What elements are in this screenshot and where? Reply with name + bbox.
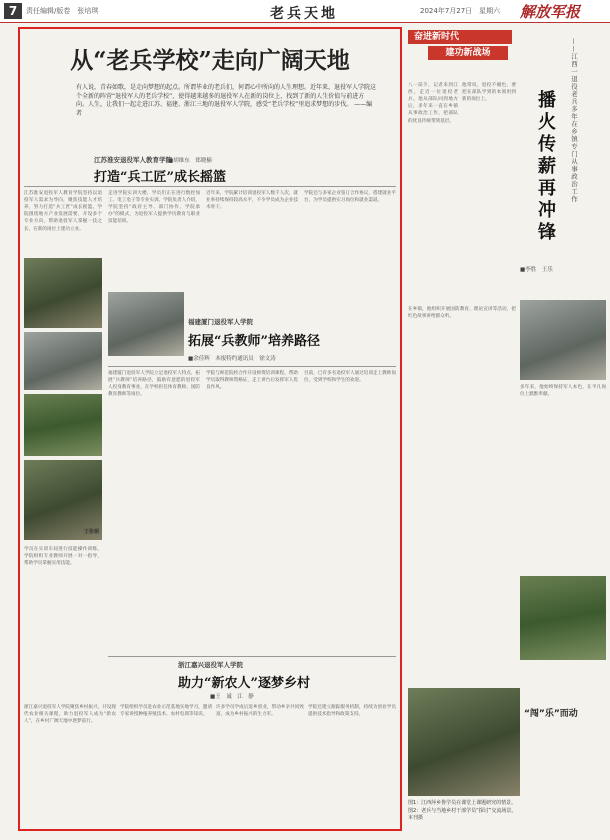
section-1-logo: 江苏淮安退役军人教育学院 — [94, 156, 172, 164]
section-1-byline: ■胡维东 郑晓楠 — [168, 158, 212, 164]
page-number: 7 — [4, 3, 22, 19]
divider — [108, 366, 396, 367]
divider — [24, 186, 396, 187]
body-column: 浙江嘉兴退役军人学院聚焦乡村振兴，开设现代农业相关课程，助力退役军人成为“新农人”，在乡村广阔天地中逐梦前行。 — [24, 705, 116, 725]
lead-byline: ——编 者 — [76, 101, 379, 118]
page-header — [0, 0, 610, 23]
divider — [108, 656, 396, 657]
image-caption: “闯”乐”而动 — [524, 709, 578, 719]
body-column: 在乡镇，他组织开展国防教育、理论宣讲等活动，把红色故事讲给群众听。 — [408, 307, 516, 320]
feature-photo-1 — [520, 300, 606, 380]
body-column: 走进学院实训大楼，学员们正在进行数控加工、电工电子等专业实训。学院负责人介绍，学院坚持“政府主导、部门协作、学院承办”的模式，为退役军人提供学历教育与职业技能培训。 — [108, 191, 200, 225]
column-tag-top: 奋进新时代 — [408, 30, 512, 44]
caption-2: 图2：老兵与当地乡村干部学员“探讨”交流场景。 — [408, 807, 517, 814]
caption-1: 图1：江西萍乡鲁学员在课堂上课题研究的情景。 — [408, 800, 517, 806]
section-1-photo-3 — [24, 394, 102, 456]
section-2-title: 拓展“兵教师”培养路径 — [188, 334, 320, 349]
body-column: 目前，已有多名退役军人通过培训走上教师岗位，受到学校和学生的欢迎。 — [304, 371, 396, 384]
feature-byline: ■李胜 王乐 — [520, 267, 553, 273]
body-column: 福建厦门退役军人学院立足退役军人特点，拓展“兵教师”培养路径，鼓励有意愿的退役军人投身教育事业，在学校担任体育教师、国防教育教师等岗位。 — [108, 371, 200, 398]
section-2-logo: 福建厦门退役军人学院 — [188, 318, 253, 326]
body-column: 八一前夕，记者来到江西，走近一位退役老兵。他从部队回到地方后，多年来一直在乡镇从事政治工作，把部队的优良传统带到基层。 — [408, 83, 458, 124]
body-column: 他常说，退役不褪色，要把在部队学到的本领用到新的岗位上。 — [462, 83, 516, 103]
main-headline: 从“老兵学校”走向广阔天地 — [70, 47, 350, 74]
body-column: 近年来，学院累计培训退役军人数千人次，就业率持续保持较高水平，不少学员成为企业技术骨干。 — [206, 191, 298, 211]
body-column: 许多学员学成后返乡创业，带动乡亲共同致富，成为乡村振兴的生力军。 — [216, 705, 304, 718]
lead-text: 有人说，青春如歌，是走向梦想的起点。所谓毕业的老兵们，何谓心中所向的人生理想。近年来，退役军人学院这个全新的阵营“退役军人的老兵学校”，使得越来越多的退役军人在新的岗位上，找到了新的人生价值与前进方向。人生，让我们一起走进江苏、福建、浙江三地的退役军人学院，感受“老兵学校”里追求梦想的步伐。 — [76, 84, 377, 109]
column-tag — [408, 30, 512, 80]
feature-title: 播火传薪再冲锋 — [535, 90, 556, 244]
section-1-photo-2 — [24, 332, 102, 390]
lead-paragraph — [76, 84, 379, 119]
body-column: 学院还建立跟踪服务机制，持续为创业学员提供技术指导和政策支持。 — [308, 705, 396, 718]
photo-credits: 本刊摄 — [408, 815, 424, 821]
masthead-logo: 解放军报 — [520, 3, 581, 21]
section-3-title: 助力“新农人”逐梦乡村 — [178, 676, 310, 691]
body-column: 学院与师范院校合作开设师资培训课程，帮助学员取得教师资格证，走上讲台后发挥军人优良作风。 — [206, 371, 298, 391]
editors-line: 责任编辑/版卷 张培琪 — [26, 7, 99, 15]
body-column: 江苏淮安退役军人教育学院坚持以退役军人需求为导向，聚焦技能人才培养，努力打造“兵工匠”成长摇篮。学院围绕地方产业发展需要，开设多个专业方向，帮助退役军人掌握一技之长，在新的岗位上建功立业。 — [24, 191, 102, 232]
feature-subtitle: ——江西一退役老兵多年在乡镇专门从事政治工作 — [570, 38, 578, 203]
footer-captions — [408, 800, 606, 823]
section-2-photo — [108, 292, 184, 356]
body-column: 多年来，他始终保持军人本色，在平凡岗位上默默奉献。 — [520, 385, 606, 398]
feature-photo-2 — [520, 576, 606, 660]
section-2-byline: ■余佳辉 本报特约通讯员 徐文涛 — [188, 356, 276, 362]
body-column: 学院组织学员赴农业示范基地实地学习，邀请专家讲授种植养殖技术、农村电商等知识。 — [120, 705, 212, 718]
section-3-logo: 浙江嘉兴退役军人学院 — [178, 661, 243, 669]
section-title: 老兵天地 — [270, 6, 338, 22]
section-3-byline: ■王 诚 江 静 — [210, 694, 254, 700]
section-1-title: 打造“兵工匠”成长摇篮 — [94, 170, 226, 185]
body-column: 学员在实训车间进行技能操作训练，学院组织专业教师开展一对一指导，帮助学员掌握实用技能。 — [24, 547, 102, 567]
issue-date: 2024年7月27日 星期六 — [420, 7, 501, 15]
body-column: 学院还与多家企业签订合作协议，搭建就业平台，为学员提供实习岗位和就业渠道。 — [304, 191, 396, 204]
section-1-photo-1 — [24, 258, 102, 328]
column-tag-bottom: 建功新战场 — [428, 46, 508, 60]
feature-photo-3 — [408, 688, 520, 796]
photo-credit: 王张娟 — [84, 529, 100, 535]
